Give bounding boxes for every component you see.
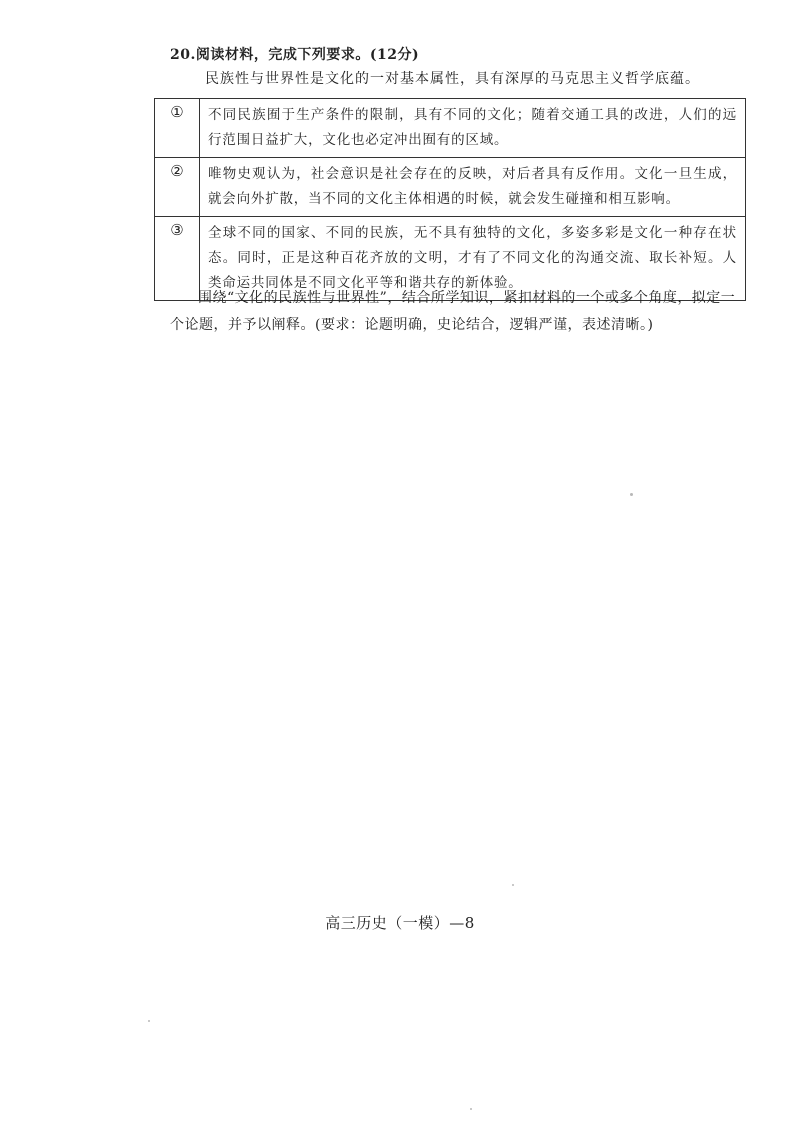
scan-speck: [630, 493, 633, 496]
material-number: ③: [155, 217, 200, 301]
material-row: [155, 158, 746, 217]
material-number: ①: [155, 99, 200, 158]
material-text: 唯物史观认为，社会意识是社会存在的反映，对后者具有反作用。文化一旦生成，就会向外扩散，当不同的文化主体相遇的时候，就会发生碰撞和相互影响。: [200, 158, 746, 217]
material-text: 不同民族囿于生产条件的限制，具有不同的文化；随着交通工具的改进，人们的远行范围日益扩大，文化也必定冲出囿有的区域。: [200, 99, 746, 158]
question-prompt: 围绕“文化的民族性与世界性”，结合所学知识，紧扣材料的一个或多个角度，拟定一个论题，并予以阐释。(要求：论题明确，史论结合，逻辑严谨，表述清晰。): [170, 290, 736, 333]
scan-speck: [148, 1020, 150, 1022]
material-text: 全球不同的国家、不同的民族，无不具有独特的文化，多姿多彩是文化一种存在状态。同时，正是这种百花齐放的文明，才有了不同文化的沟通交流、取长补短。人类命运共同体是不同文化平等和谐共存的新体验。: [200, 217, 746, 301]
question-title: 20.阅读材料，完成下列要求。(12分): [170, 47, 420, 63]
material-table: [154, 98, 746, 301]
material-number: ②: [155, 158, 200, 217]
page-footer: 高三历史（一模）—8: [325, 914, 475, 932]
scan-speck: [512, 884, 514, 886]
question-lead: 民族性与世界性是文化的一对基本属性，具有深厚的马克思主义哲学底蕴。: [205, 71, 700, 87]
material-row: [155, 99, 746, 158]
scan-speck: [470, 1108, 472, 1110]
